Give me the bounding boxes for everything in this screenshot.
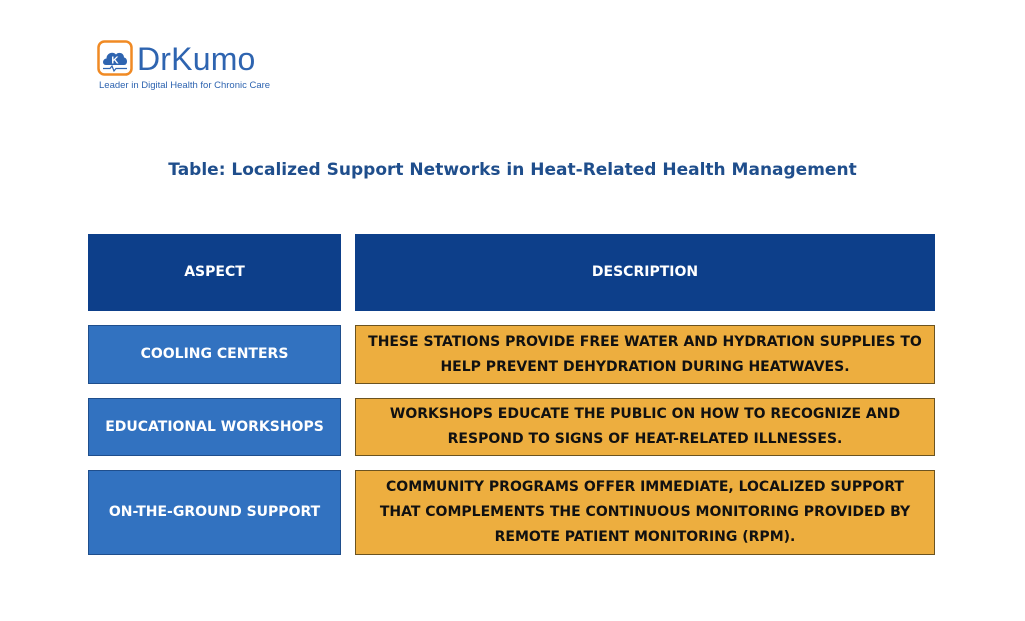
page-title: Table: Localized Support Networks in Heat-Related Health Management (168, 160, 857, 180)
row-2-aspect: EDUCATIONAL WORKSHOPS (88, 398, 341, 456)
logo-wordmark: DrKumo (137, 41, 256, 77)
drkumo-logo (97, 40, 277, 96)
row-1-aspect: COOLING CENTERS (88, 325, 341, 384)
row-3-aspect: ON-THE-GROUND SUPPORT (88, 470, 341, 555)
cloud-k-logo-icon (97, 40, 133, 76)
header-description: DESCRIPTION (355, 234, 935, 311)
row-2-description: WORKSHOPS EDUCATE THE PUBLIC ON HOW TO RECOGNIZE AND RESPOND TO SIGNS OF HEAT-RELATED ILLNESSES. (355, 398, 935, 456)
logo-tagline: Leader in Digital Health for Chronic Care (99, 80, 271, 91)
row-1-description: THESE STATIONS PROVIDE FREE WATER AND HYDRATION SUPPLIES TO HELP PREVENT DEHYDRATION DURING HEATWAVES. (355, 325, 935, 384)
row-3-description: COMMUNITY PROGRAMS OFFER IMMEDIATE, LOCALIZED SUPPORT THAT COMPLEMENTS THE CONTINUOUS MONITORING PROVIDED BY REMOTE PATIENT MONITORING (RPM). (355, 470, 935, 555)
logo-mark-letter: K (111, 55, 119, 67)
header-aspect: ASPECT (88, 234, 341, 311)
